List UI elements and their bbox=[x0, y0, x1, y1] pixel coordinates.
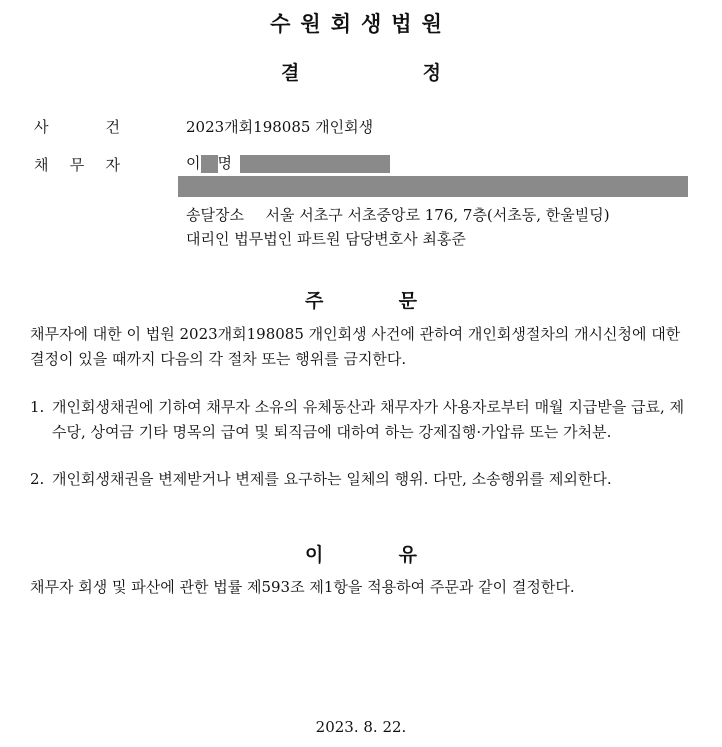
service-address bbox=[186, 204, 610, 225]
heading-char: 정 bbox=[422, 62, 441, 84]
order-intro: 채무자에 대한 이 법원 2023개회198085 개인회생 사건에 관하여 개인회생절차의 개시신청에 대한 결정이 있을 때까지 다음의 각 절차 또는 행위를 금지한다. bbox=[30, 325, 681, 368]
case-label bbox=[34, 116, 120, 137]
debtor-label bbox=[34, 154, 120, 175]
case-label-char: 사 bbox=[34, 118, 49, 136]
redaction-block bbox=[201, 155, 218, 173]
order-item-number: 1. bbox=[30, 398, 45, 416]
legal-agent: 대리인 법무법인 파트원 담당변호사 최홍준 bbox=[186, 230, 466, 248]
order-item bbox=[30, 467, 690, 492]
case-number: 2023개회198085 개인회생 bbox=[186, 118, 374, 136]
reason-text: 채무자 회생 및 파산에 관한 법률 제593조 제1항을 적용하여 주문과 같이 결정한다. bbox=[30, 578, 575, 596]
debtor-label-char: 무 bbox=[69, 156, 85, 174]
order-item bbox=[30, 395, 690, 445]
court-name: 수원회생법원 bbox=[270, 12, 452, 36]
order-item-text: 개인회생채권에 기하여 채무자 소유의 유체동산과 채무자가 사용자로부터 매월 지급받을 급료, 제수당, 상여금 기타 명목의 급여 및 퇴직금에 대하여 하는 강제집행·가압류 또는 가처분. bbox=[52, 398, 685, 441]
service-address-label: 송달장소 bbox=[186, 206, 244, 224]
heading-char: 결 bbox=[281, 62, 300, 84]
order-item-number: 2. bbox=[30, 470, 45, 488]
order-item-text: 개인회생채권을 변제받거나 변제를 요구하는 일체의 행위. 다만, 소송행위를 제외한다. bbox=[52, 470, 612, 488]
heading-char: 이 bbox=[305, 544, 324, 566]
debtor-label-char: 자 bbox=[105, 156, 120, 174]
debtor-name-first: 이 bbox=[186, 154, 201, 172]
document-type-heading bbox=[0, 58, 722, 85]
debtor-name bbox=[186, 152, 390, 173]
debtor-label-char: 채 bbox=[34, 156, 49, 174]
decision-date: 2023. 8. 22. bbox=[315, 718, 407, 736]
reason-heading bbox=[0, 540, 722, 567]
heading-char: 문 bbox=[398, 290, 417, 312]
heading-char: 유 bbox=[398, 544, 417, 566]
redacted-address bbox=[178, 176, 688, 197]
case-label-char: 건 bbox=[105, 118, 120, 136]
service-address-value: 서울 서초구 서초중앙로 176, 7층(서초동, 한울빌딩) bbox=[265, 206, 610, 224]
debtor-name-last: 명 bbox=[217, 154, 232, 172]
heading-char: 주 bbox=[305, 290, 324, 312]
order-heading bbox=[0, 286, 722, 313]
redaction-block bbox=[240, 155, 390, 173]
